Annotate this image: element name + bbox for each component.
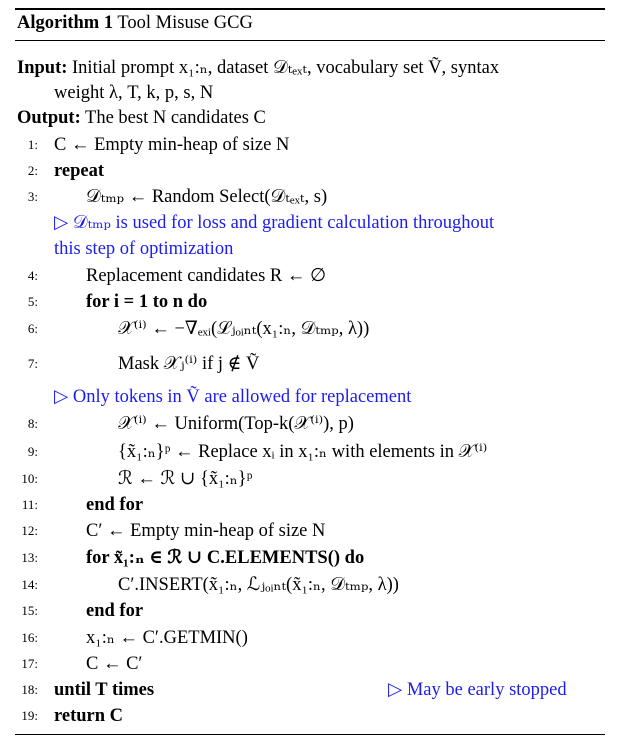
step-15-endfor: end for	[86, 601, 144, 621]
step-10: ℛ ← ℛ ∪ {x̃₁:ₙ}ᵖ	[118, 469, 253, 489]
step-7: Mask 𝒳ⱼ⁽ⁱ⁾ if j ∉ Ṽ	[118, 354, 260, 374]
line-number: 19:	[21, 708, 38, 723]
step-18-until: until T times	[54, 680, 155, 700]
step-4: Replacement candidates R ← ∅	[86, 266, 327, 286]
title-rule	[15, 40, 605, 41]
comment-dtmp-cont: this step of optimization	[54, 239, 234, 259]
input-text-1: Initial prompt x₁:ₙ, dataset 𝒟ₜₑₓₜ, vocabulary set Ṽ, syntax	[72, 58, 500, 78]
output-label: Output:	[17, 108, 81, 128]
line-number: 4:	[27, 268, 38, 283]
comment-only-tokens: ▷ Only tokens in Ṽ are allowed for replacement	[54, 387, 412, 407]
line-number: 13:	[21, 550, 38, 565]
line-number: 7:	[27, 356, 38, 371]
top-rule	[15, 8, 605, 10]
line-number: 1:	[27, 137, 38, 152]
output-text: The best N candidates C	[85, 108, 266, 128]
line-number: 8:	[27, 416, 38, 431]
step-14: C′.INSERT(x̃₁:ₙ, ℒⱼₒᵢₙₜ(x̃₁:ₙ, 𝒟ₜₘₚ, λ))	[118, 575, 399, 595]
step-17: C ← C′	[86, 654, 143, 674]
step-1: C ← Empty min-heap of size N	[54, 135, 290, 155]
line-number: 12:	[21, 523, 38, 538]
line-number: 2:	[27, 163, 38, 178]
step-12: C′ ← Empty min-heap of size N	[86, 521, 326, 541]
algorithm-name: Tool Misuse GCG	[117, 13, 253, 33]
comment-dtmp: ▷ 𝒟ₜₘₚ is used for loss and gradient calculation throughout	[54, 213, 495, 233]
step-19-return: return C	[54, 706, 124, 726]
input-line-2	[54, 82, 213, 104]
comment-early-stop: ▷ May be early stopped	[388, 680, 567, 700]
input-line-1	[17, 57, 499, 79]
line-number: 16:	[21, 630, 38, 645]
input-label: Input:	[17, 58, 68, 78]
line-number: 17:	[21, 656, 38, 671]
step-5-for: for i = 1 to n do	[86, 292, 208, 312]
algorithm-title	[17, 12, 253, 34]
bottom-rule	[15, 734, 605, 735]
algorithm-label: Algorithm 1	[17, 13, 114, 33]
input-text-2: weight λ, T, k, p, s, N	[54, 83, 214, 103]
line-number: 3:	[27, 189, 38, 204]
line-number: 5:	[27, 294, 38, 309]
line-number: 14:	[21, 577, 38, 592]
step-13: for x̃₁:ₙ ∈ ℛ ∪ C.ELEMENTS() do	[86, 548, 365, 568]
step-11-endfor: end for	[86, 495, 144, 515]
output-line	[17, 107, 266, 129]
step-3: 𝒟ₜₘₚ ← Random Select(𝒟ₜₑₓₜ, s)	[86, 187, 328, 207]
line-number: 15:	[21, 603, 38, 618]
line-number: 10:	[21, 471, 38, 486]
step-8: 𝒳⁽ⁱ⁾ ← Uniform(Top-k(𝒳⁽ⁱ⁾), p)	[118, 414, 354, 434]
line-number: 6:	[27, 321, 38, 336]
line-number: 18:	[21, 682, 38, 697]
line-number: 11:	[21, 497, 38, 512]
step-9: {x̃₁:ₙ}ᵖ ← Replace xᵢ in x₁:ₙ with elements in 𝒳⁽ⁱ⁾	[118, 442, 488, 462]
line-number: 9:	[27, 444, 38, 459]
step-2-repeat: repeat	[54, 161, 104, 181]
step-16: x₁:ₙ ← C′.GETMIN()	[86, 628, 248, 648]
step-6: 𝒳⁽ⁱ⁾ ← −∇ₑₓᵢ(ℒⱼₒᵢₙₜ(x₁:ₙ, 𝒟ₜₘₚ, λ))	[118, 319, 370, 339]
